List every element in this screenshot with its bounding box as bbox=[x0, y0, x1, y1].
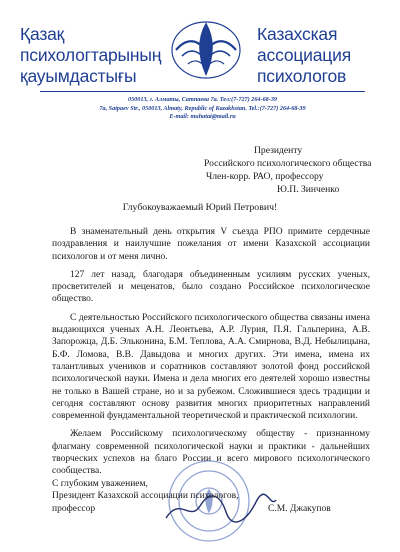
recipient-block bbox=[168, 144, 378, 196]
body-paragraph: В знаменательный день открытия V съезда РПО примите сердечные поздравления и наилучшие пожелания от имени Казахской ассоциации психологов и от меня лично. bbox=[52, 227, 370, 262]
recipient-line: Член-корр. РАО, профессору bbox=[206, 171, 324, 182]
recipient-line: Ю.П. Зинченко bbox=[277, 184, 340, 195]
org-name-kazakh-line: психологтарының bbox=[20, 45, 162, 65]
closing-line: профессор bbox=[52, 503, 96, 514]
recipient-line: Российского психологического общества bbox=[204, 158, 372, 169]
org-name-russian-line: психологов bbox=[257, 66, 347, 86]
closing-line: Президент Казахской ассоциации психологов, bbox=[52, 491, 239, 502]
org-name-kazakh bbox=[20, 24, 160, 87]
letterhead-divider bbox=[40, 91, 365, 92]
salutation: Глубокоуважаемый Юрий Петрович! bbox=[122, 202, 278, 213]
org-name-kazakh-line: қауымдастығы bbox=[20, 66, 137, 86]
closing-line: С глубоким уважением, bbox=[52, 479, 148, 489]
org-name-kazakh-line: Қазақ bbox=[20, 24, 65, 44]
letter-body bbox=[52, 226, 370, 484]
body-paragraph: С деятельностью Российского психологического общества связаны имена выдающихся ученых А.Н. Леонтьева, А.Р. Лурия, П.Я. Гальперина, А.В. Запорожца, Д.Б. Эльконина, Б.М. Теплова, А.А. Смирнова, В.Д. Небылицына, Б.Ф. Ломова, В.В. Давыдова и многих других. Эти имена, имена их талантливых учеников и соратников составляют золотой фонд российской психологической науки. Имена и дела многих его деятелей хорошо известны не только в Вашей стране, но и за рубежом. Сложившиеся здесь традиции и сегодня составляют основу развития многих приоритетных направлений современной фундаментальной теоретической и практической психологии. bbox=[52, 312, 370, 422]
letterhead-address bbox=[40, 96, 365, 122]
recipient-line: Президенту bbox=[254, 145, 303, 156]
email-line: E-mail: muhatai@mail.ru bbox=[169, 113, 236, 120]
body-paragraph: 127 лет назад, благодаря объединенным усилиям русских ученых, просветителей и меценатов, было создано Российское психологическое общество. bbox=[52, 269, 370, 305]
org-name-russian bbox=[257, 24, 397, 87]
closing-block bbox=[52, 478, 382, 515]
org-name-russian-line: Казахская bbox=[257, 24, 338, 44]
body-paragraph: Желаем Российскому психологическому обществу - признанному флагману современной психологической науки и практики - дальнейших творческих успехов на благо России и всего мирового психологического сообщества. bbox=[52, 429, 370, 477]
org-name-russian-line: ассоциация bbox=[257, 45, 351, 65]
association-logo-icon bbox=[168, 12, 244, 88]
signatory-name: С.М. Джакупов bbox=[268, 503, 331, 514]
address-line: 7а, Satpaev Str., 050013, Almaty, Republic of Kazakhstan. Tel.:(7-727) 264-68-39 bbox=[99, 104, 306, 112]
address-line: 050013, г. Алматы, Сатпаева 7а. Тел:(7-727) 264-68-39 bbox=[127, 96, 278, 103]
